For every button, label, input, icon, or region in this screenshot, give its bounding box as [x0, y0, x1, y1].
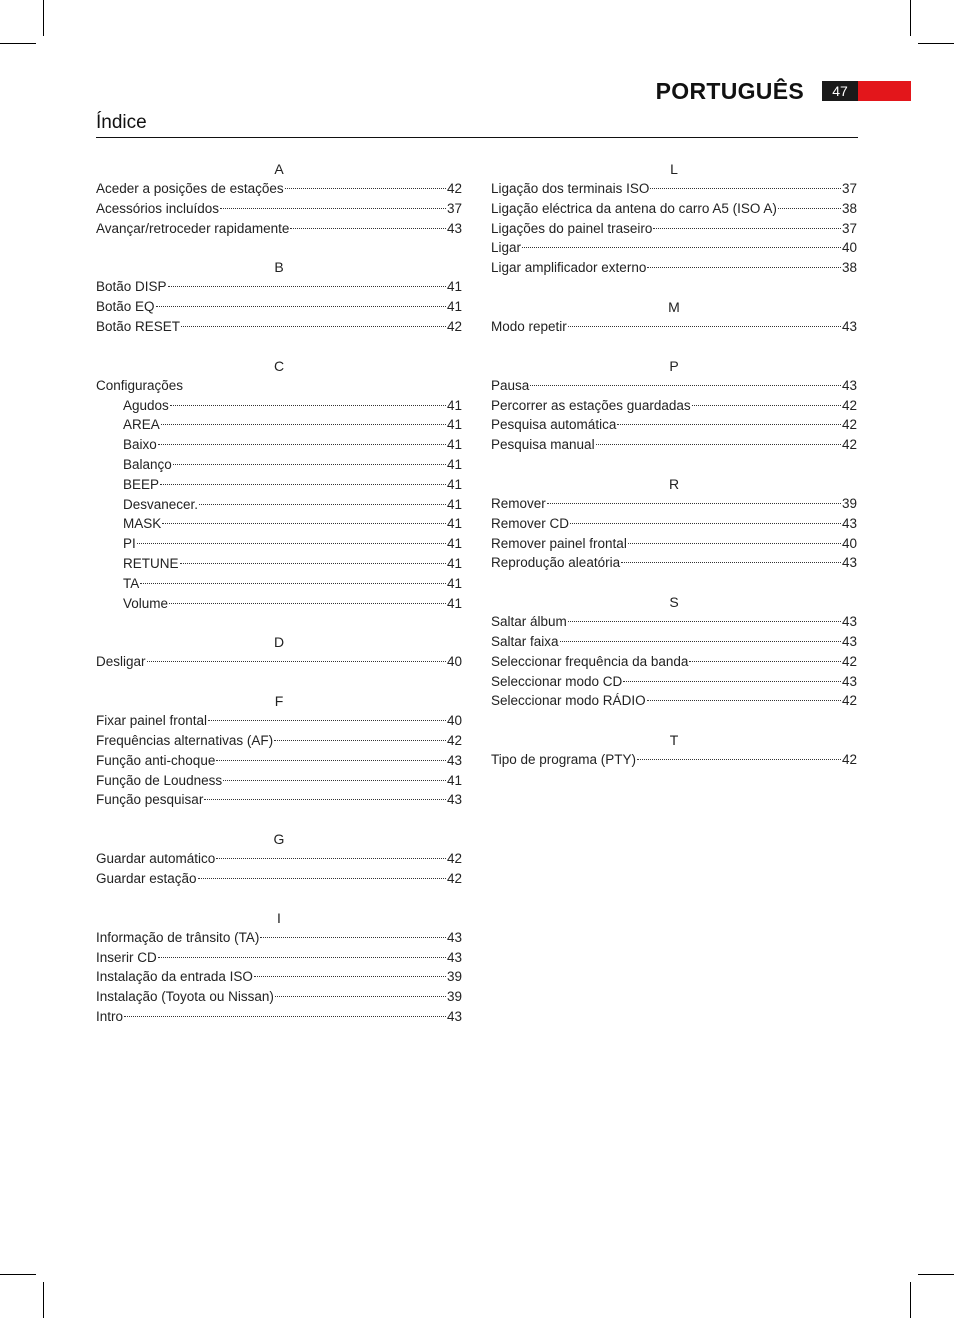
index-entry[interactable]: [96, 277, 462, 297]
dot-leader: [216, 858, 446, 859]
entry-label: Função de Loudness: [96, 772, 223, 788]
entry-label: Função anti-choque: [96, 752, 216, 768]
dot-leader: [168, 286, 446, 287]
entry-label: Botão EQ: [96, 299, 155, 315]
index-entry[interactable]: [491, 672, 857, 692]
index-entry[interactable]: [96, 594, 462, 614]
entry-page-number: 41: [446, 575, 462, 591]
dot-leader: [560, 641, 841, 642]
index-entry[interactable]: [491, 435, 857, 455]
section-letter: D: [273, 634, 285, 651]
dot-leader: [161, 424, 446, 425]
index-entry[interactable]: [491, 514, 857, 534]
entry-label: Balanço: [123, 456, 172, 472]
index-section: [491, 356, 857, 455]
dot-leader: [653, 228, 841, 229]
entry-label: Ligação eléctrica da antena do carro A5 (ISO A): [491, 200, 777, 216]
entry-page-number: 41: [446, 555, 462, 571]
index-entry[interactable]: [491, 376, 857, 396]
dot-leader: [204, 799, 446, 800]
entry-label: Guardar automático: [96, 851, 216, 867]
entry-label: Volume: [123, 595, 169, 611]
index-entry[interactable]: [96, 928, 462, 948]
entry-label: Botão RESET: [96, 318, 181, 334]
index-entry[interactable]: [96, 475, 462, 495]
dot-leader: [216, 760, 446, 761]
index-entry[interactable]: [96, 948, 462, 968]
index-entry[interactable]: [491, 219, 857, 239]
entry-label: Ligação dos terminais ISO: [491, 181, 650, 196]
entry-page-number: 42: [841, 417, 857, 433]
entry-page-number: 42: [446, 851, 462, 867]
entry-page-number: 39: [446, 989, 462, 1005]
entry-label: Saltar faixa: [491, 633, 559, 649]
dot-leader: [522, 247, 841, 248]
index-entry[interactable]: [491, 179, 857, 199]
section-letter: P: [669, 357, 679, 374]
entry-page-number: 37: [841, 220, 857, 236]
index-entry[interactable]: [96, 554, 462, 574]
entry-label: Agudos: [123, 397, 169, 413]
index-entry[interactable]: [96, 771, 462, 791]
entry-page-number: 42: [841, 693, 857, 709]
index-entry[interactable]: [96, 514, 462, 534]
index-entry[interactable]: [491, 632, 857, 652]
dot-leader: [137, 543, 446, 544]
crop-mark: [910, 1282, 911, 1318]
entry-label: Desvanecer.: [123, 496, 199, 512]
index-section: [96, 829, 462, 889]
dot-leader: [158, 444, 446, 445]
index-section: [96, 632, 462, 672]
index-section: [96, 691, 462, 810]
dot-leader: [220, 208, 446, 209]
section-letter: S: [669, 594, 679, 611]
index-column-left: [96, 159, 462, 1046]
entry-page-number: 43: [841, 377, 857, 393]
entry-page-number: 37: [841, 181, 857, 196]
entry-page-number: 43: [841, 555, 857, 571]
entry-label: Remover CD: [491, 515, 570, 531]
entry-label: Desligar: [96, 654, 146, 670]
entry-label: Tipo de programa (PTY): [491, 752, 637, 768]
dot-leader: [628, 543, 841, 544]
entry-label: Remover painel frontal: [491, 535, 627, 551]
entry-page-number: 41: [446, 397, 462, 413]
entry-page-number: 40: [446, 654, 462, 670]
dot-leader: [623, 681, 841, 682]
entry-page-number: 43: [841, 673, 857, 689]
index-section: [491, 474, 857, 573]
entry-page-number: 43: [841, 614, 857, 630]
section-letter: B: [274, 259, 284, 276]
section-letter: T: [669, 732, 679, 749]
entry-page-number: 41: [446, 496, 462, 512]
entry-label: Reprodução aleatória: [491, 555, 621, 571]
index-entry[interactable]: [96, 711, 462, 731]
dot-leader: [181, 326, 446, 327]
index-entry[interactable]: [96, 790, 462, 810]
entry-label: Saltar álbum: [491, 614, 567, 630]
accent-bar: [858, 81, 911, 101]
entry-label: Frequências alternativas (AF): [96, 732, 274, 748]
page-title: Índice: [96, 112, 147, 133]
crop-mark: [0, 1274, 36, 1275]
entry-label: Intro: [96, 1008, 124, 1024]
entry-label: TA: [123, 575, 140, 591]
section-letter: L: [670, 161, 678, 177]
entry-page-number: 42: [446, 181, 462, 196]
section-letter: F: [274, 693, 284, 710]
index-section: [491, 297, 857, 337]
entry-label: Configurações: [96, 377, 184, 393]
index-entry[interactable]: [491, 238, 857, 258]
index-entry[interactable]: [96, 731, 462, 751]
entry-page-number: 43: [446, 929, 462, 945]
entry-page-number: 41: [446, 417, 462, 433]
entry-label: Acessórios incluídos: [96, 200, 220, 216]
entry-page-number: 39: [446, 969, 462, 985]
dot-leader: [147, 661, 446, 662]
crop-mark: [910, 0, 911, 36]
entry-page-number: 37: [446, 200, 462, 216]
index-section: [96, 257, 462, 336]
dot-leader: [596, 444, 841, 445]
index-entry[interactable]: [491, 534, 857, 554]
index-entry[interactable]: [491, 396, 857, 416]
index-entry[interactable]: [96, 297, 462, 317]
entry-page-number: 40: [841, 535, 857, 551]
title-divider: [96, 137, 858, 138]
index-section: [491, 592, 857, 711]
dot-leader: [290, 228, 446, 229]
index-entry[interactable]: [96, 435, 462, 455]
entry-page-number: 41: [446, 476, 462, 492]
entry-page-number: 42: [446, 732, 462, 748]
index-entry[interactable]: [96, 415, 462, 435]
dot-leader: [530, 385, 841, 386]
entry-label: Instalação (Toyota ou Nissan): [96, 989, 274, 1005]
entry-page-number: 41: [446, 437, 462, 453]
entry-page-number: 41: [446, 772, 462, 788]
dot-leader: [692, 405, 841, 406]
entry-page-number: 43: [446, 220, 462, 236]
entry-page-number: 42: [841, 397, 857, 413]
dot-leader: [223, 780, 446, 781]
entry-label: BEEP: [123, 476, 160, 492]
entry-label: Pesquisa automática: [491, 417, 617, 433]
dot-leader: [637, 759, 841, 760]
entry-label: Botão DISP: [96, 279, 167, 295]
entry-label: AREA: [123, 417, 160, 433]
dot-leader: [285, 188, 446, 189]
dot-leader: [547, 503, 841, 504]
entry-label: Ligar amplificador externo: [491, 260, 647, 276]
index-entry[interactable]: [491, 415, 857, 435]
entry-label: Seleccionar frequência da banda: [491, 653, 689, 669]
entry-label: Ligações do painel traseiro: [491, 220, 653, 236]
dot-leader: [570, 523, 841, 524]
dot-leader: [275, 996, 446, 997]
entry-page-number: 42: [841, 752, 857, 768]
entry-label: Pausa: [491, 377, 530, 393]
section-letter: R: [668, 475, 680, 492]
dot-leader: [260, 937, 446, 938]
dot-leader: [689, 661, 841, 662]
dot-leader: [208, 720, 446, 721]
index-entry[interactable]: [96, 219, 462, 239]
crop-mark: [43, 1282, 44, 1318]
index-section: [491, 730, 857, 770]
index-entry[interactable]: [491, 553, 857, 573]
index-entry[interactable]: [96, 317, 462, 337]
index-entry[interactable]: [96, 455, 462, 475]
page-number: 47: [822, 81, 858, 101]
dot-leader: [173, 464, 446, 465]
entry-page-number: 43: [446, 1008, 462, 1024]
index-entry[interactable]: [96, 869, 462, 889]
entry-label: Guardar estação: [96, 870, 197, 886]
entry-page-number: 41: [446, 536, 462, 552]
entry-page-number: 42: [446, 870, 462, 886]
dot-leader: [568, 326, 841, 327]
entry-page-number: 38: [841, 260, 857, 276]
index-entry[interactable]: [96, 534, 462, 554]
dot-leader: [778, 208, 841, 209]
entry-page-number: 41: [446, 516, 462, 532]
entry-label: Seleccionar modo RÁDIO: [491, 693, 646, 709]
entry-page-number: 43: [841, 515, 857, 531]
index-entry[interactable]: [491, 691, 857, 711]
section-letter: I: [277, 909, 281, 926]
entry-page-number: 42: [446, 318, 462, 334]
entry-label: PI: [123, 536, 136, 552]
entry-page-number: 42: [841, 437, 857, 453]
entry-page-number: 43: [841, 318, 857, 334]
entry-page-number: 39: [841, 495, 857, 511]
index-entry[interactable]: [96, 199, 462, 219]
entry-label: Baixo: [123, 437, 157, 453]
section-letter: M: [668, 298, 680, 315]
dot-leader: [180, 563, 446, 564]
entry-page-number: 41: [446, 456, 462, 472]
entry-label: Informação de trânsito (TA): [96, 929, 260, 945]
entry-page-number: 40: [446, 713, 462, 729]
dot-leader: [124, 1016, 446, 1017]
dot-leader: [254, 976, 446, 977]
dot-leader: [647, 700, 841, 701]
index-entry[interactable]: [491, 199, 857, 219]
entry-page-number: 41: [446, 299, 462, 315]
entry-label: Aceder a posições de estações: [96, 181, 284, 196]
index-section: [96, 356, 462, 614]
index-entry[interactable]: [491, 494, 857, 514]
crop-mark: [918, 43, 954, 44]
entry-page-number: 41: [446, 595, 462, 611]
section-letter: A: [274, 161, 284, 177]
index-entry[interactable]: [491, 258, 857, 278]
entry-page-number: 40: [841, 240, 857, 256]
index-entry[interactable]: [491, 652, 857, 672]
dot-leader: [156, 306, 446, 307]
dot-leader: [647, 267, 841, 268]
language-heading: PORTUGUÊS: [655, 78, 804, 104]
index-entry[interactable]: [96, 967, 462, 987]
dot-leader: [169, 603, 446, 604]
entry-label: Modo repetir: [491, 318, 567, 334]
dot-leader: [650, 188, 841, 189]
entry-label: MASK: [123, 516, 162, 532]
entry-page-number: 38: [841, 200, 857, 216]
index-entry[interactable]: [491, 750, 857, 770]
index-section: [96, 159, 462, 238]
entry-label: Percorrer as estações guardadas: [491, 397, 691, 413]
index-entry[interactable]: [491, 317, 857, 337]
dot-leader: [140, 583, 446, 584]
entry-page-number: 43: [841, 633, 857, 649]
index-entry[interactable]: [96, 751, 462, 771]
index-entry[interactable]: [96, 396, 462, 416]
index-entry[interactable]: [96, 179, 462, 199]
dot-leader: [621, 562, 841, 563]
entry-label: Instalação da entrada ISO: [96, 969, 253, 985]
index-entry[interactable]: [96, 376, 462, 396]
dot-leader: [199, 504, 446, 505]
entry-page-number: 43: [446, 792, 462, 808]
entry-page-number: 41: [446, 279, 462, 295]
index-entry[interactable]: [96, 574, 462, 594]
section-letter: C: [273, 357, 285, 374]
entry-page-number: 43: [446, 949, 462, 965]
entry-label: Remover: [491, 495, 546, 511]
dot-leader: [568, 621, 841, 622]
section-letter: G: [273, 831, 285, 848]
index-entry[interactable]: [96, 495, 462, 515]
index-entry[interactable]: [491, 612, 857, 632]
index-entry[interactable]: [96, 849, 462, 869]
crop-mark: [43, 0, 44, 36]
dot-leader: [617, 424, 841, 425]
index-entry[interactable]: [96, 1007, 462, 1027]
dot-leader: [158, 957, 446, 958]
entry-label: Seleccionar modo CD: [491, 673, 623, 689]
entry-label: Avançar/retroceder rapidamente: [96, 220, 290, 236]
entry-page-number: 42: [841, 653, 857, 669]
dot-leader: [274, 740, 446, 741]
crop-mark: [918, 1274, 954, 1275]
entry-label: Fixar painel frontal: [96, 713, 208, 729]
crop-mark: [0, 43, 36, 44]
entry-label: Pesquisa manual: [491, 437, 595, 453]
dot-leader: [162, 523, 446, 524]
index-section: [491, 159, 857, 278]
index-entry[interactable]: [96, 987, 462, 1007]
entry-label: Ligar: [491, 240, 522, 256]
entry-label: RETUNE: [123, 555, 179, 571]
dot-leader: [198, 878, 446, 879]
index-column-right: [491, 159, 857, 789]
index-section: [96, 908, 462, 1027]
dot-leader: [160, 484, 446, 485]
entry-page-number: 43: [446, 752, 462, 768]
dot-leader: [170, 405, 446, 406]
entry-label: Inserir CD: [96, 949, 157, 965]
index-entry[interactable]: [96, 652, 462, 672]
entry-label: Função pesquisar: [96, 792, 204, 808]
